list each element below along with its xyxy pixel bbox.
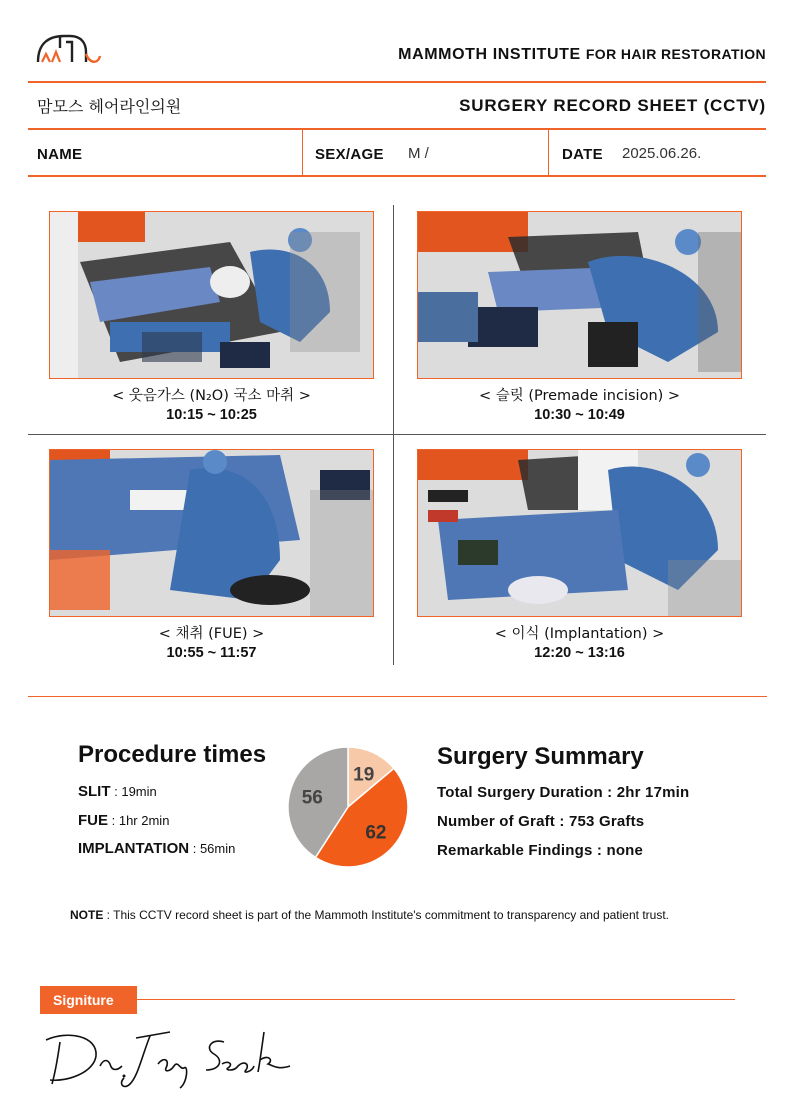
- stage-name: < 이식 (Implantation) >: [494, 626, 665, 642]
- caption-implantation: [417, 625, 742, 663]
- stat-sep: :: [108, 813, 119, 828]
- summary-findings: Remarkable Findings : none: [437, 842, 644, 859]
- procedure-fue: [78, 812, 169, 829]
- signature-line: [137, 999, 735, 1000]
- institute-main: MAMMOTH INSTITUTE: [398, 46, 581, 63]
- stat-label: SLIT: [78, 783, 111, 800]
- procedure-title: Procedure times: [78, 741, 267, 768]
- note-text: This CCTV record sheet is part of the Mammoth Institute's commitment to transparency and patient trust.: [113, 908, 669, 922]
- caption-fue: [49, 625, 374, 663]
- stage-time: 12:20 ~ 13:16: [534, 645, 625, 661]
- info-bottom-divider: [28, 175, 766, 177]
- pie-label-fue: 62: [365, 822, 387, 844]
- signature-image: [38, 1026, 308, 1092]
- info-separator: [548, 129, 549, 176]
- pie-label-implantation: 56: [301, 787, 323, 809]
- caption-slit: [417, 387, 742, 425]
- clinic-name-korean: 맘모스 헤어라인의원: [37, 97, 182, 116]
- caption-anesthesia: [49, 387, 374, 425]
- stat-label: IMPLANTATION: [78, 840, 190, 857]
- summary-value: none: [606, 842, 644, 859]
- grid-horizontal-line: [28, 434, 766, 435]
- institute-sub: FOR HAIR RESTORATION: [585, 46, 766, 62]
- summary-title: Surgery Summary: [437, 743, 644, 770]
- sexage-label: SEX/AGE: [315, 146, 384, 163]
- stage-name: < 슬릿 (Premade incision) >: [478, 388, 681, 404]
- note: NOTE : This CCTV record sheet is part of the Mammoth Institute's commitment to transparency and patient trust.: [70, 908, 669, 922]
- stat-sep: :: [110, 784, 122, 799]
- header-divider: [28, 81, 766, 83]
- date-value: 2025.06.26.: [622, 145, 702, 162]
- cctv-photo-slit: [417, 211, 742, 379]
- sexage-value: M /: [408, 145, 429, 162]
- summary-value: 2hr 17min: [616, 784, 690, 801]
- stage-time: 10:30 ~ 10:49: [534, 407, 625, 423]
- date-label: DATE: [562, 146, 603, 163]
- summary-value: 753 Grafts: [568, 813, 645, 830]
- stage-time: 10:15 ~ 10:25: [166, 407, 257, 423]
- stat-value: 56min: [199, 841, 236, 856]
- summary-label: Total Surgery Duration: [437, 784, 603, 801]
- summary-label: Number of Graft: [437, 813, 556, 830]
- cctv-photo-anesthesia: [49, 211, 374, 379]
- stage-name: < 채취 (FUE) >: [158, 626, 265, 642]
- summary-top-divider: [28, 696, 767, 697]
- cctv-photo-fue: [49, 449, 374, 617]
- grid-vertical-line: [393, 205, 394, 665]
- summary-label: Remarkable Findings: [437, 842, 593, 859]
- procedure-pie-chart: [286, 745, 410, 869]
- info-separator: [302, 129, 303, 176]
- stat-value: 19min: [121, 784, 157, 799]
- info-top-divider: [28, 128, 766, 130]
- stage-name: < 웃음가스 (N₂O) 국소 마취 >: [112, 388, 311, 404]
- stat-sep: :: [189, 841, 200, 856]
- pie-label-slit: 19: [353, 764, 375, 786]
- summary-grafts: Number of Graft : 753 Grafts: [437, 813, 645, 830]
- mammoth-logo-icon: [36, 30, 108, 66]
- summary-duration: Total Surgery Duration : 2hr 17min: [437, 784, 690, 801]
- procedure-implantation: [78, 840, 235, 857]
- sheet-title: SURGERY RECORD SHEET (CCTV): [459, 96, 766, 115]
- cctv-photo-implantation: [417, 449, 742, 617]
- stat-label: FUE: [78, 812, 108, 829]
- stage-time: 10:55 ~ 11:57: [166, 645, 257, 661]
- institute-title: [398, 46, 766, 64]
- signature-tag: Signiture: [40, 986, 137, 1014]
- procedure-slit: [78, 783, 157, 800]
- note-label: NOTE: [70, 908, 104, 922]
- name-label: NAME: [37, 146, 83, 163]
- stat-value: 1hr 2min: [118, 813, 170, 828]
